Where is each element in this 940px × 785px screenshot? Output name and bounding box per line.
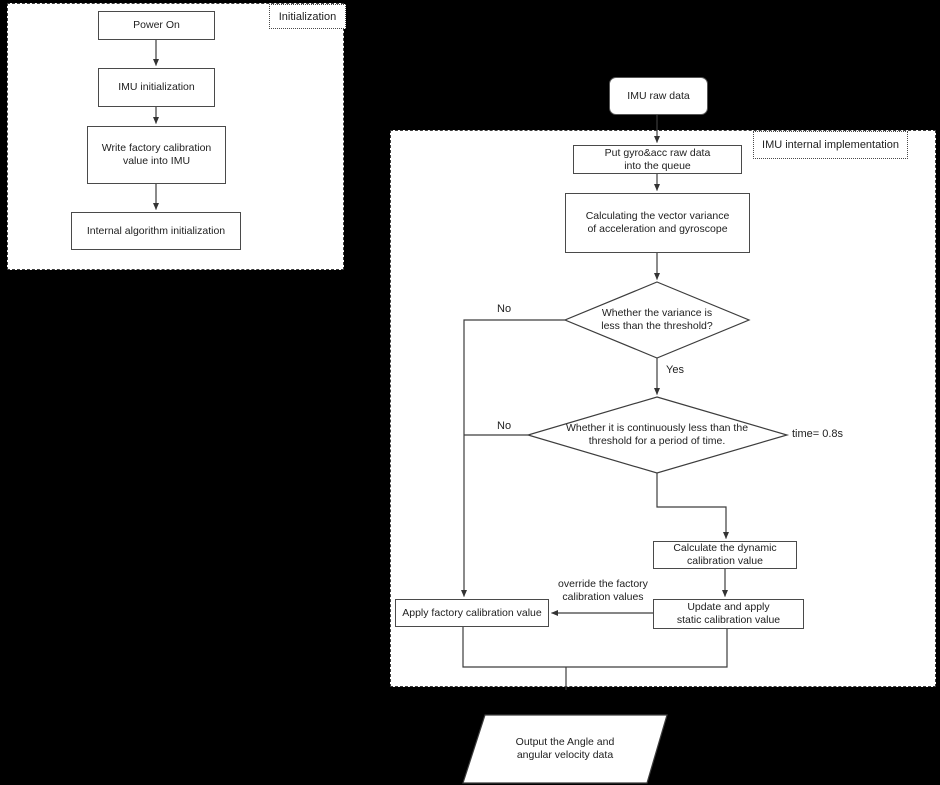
power-on-node [98,11,215,40]
edge-label-time: time= 0.8s [792,428,844,440]
imu-raw-data-label: IMU raw data [627,89,690,102]
write-factory-calibration-node [87,126,226,184]
decision-duration-line1: Whether it is continuously less than the [565,421,749,434]
variance-line1: Calculating the vector variance [585,210,730,223]
write-factory-line2: value into IMU [122,155,191,167]
apply-factory-label: Apply factory calibration value [402,606,542,619]
imu-internal-group-label-text: IMU internal implementation [762,139,899,151]
update-static-line1: Update and apply [687,601,770,614]
update-static-node [653,599,804,629]
power-on-label: Power On [133,19,180,32]
decision-duration-text [532,415,782,455]
calc-dynamic-line1: Calculate the dynamic [673,542,777,555]
decision-variance-text [567,300,747,340]
edge-label-no-2: No [497,420,512,432]
queue-line2: into the queue [624,159,691,172]
edge-label-override: override the factory calibration values [558,578,648,604]
imu-internal-group-label [753,131,908,159]
output-line2: angular velocity data [516,749,614,761]
imu-initialization-label: IMU initialization [118,81,195,94]
imu-initialization-node [98,68,215,107]
decision-variance-line2: less than the threshold? [601,320,713,332]
edge-label-no-1: No [497,303,512,315]
internal-algorithm-node [71,212,241,250]
output-node-text [475,728,655,770]
queue-node [573,145,742,174]
internal-algorithm-label: Internal algorithm initialization [86,224,226,237]
calc-dynamic-node [653,541,797,569]
variance-node [565,193,750,253]
queue-line1: Put gyro&acc raw data [604,146,711,159]
decision-variance-line1: Whether the variance is [601,306,713,319]
write-factory-line1: Write factory calibration [101,142,212,155]
initialization-group-label [269,4,346,29]
decision-duration-line2: threshold for a period of time. [588,435,726,447]
update-static-line2: static calibration value [676,614,781,626]
calc-dynamic-line2: calibration value [687,555,763,567]
output-line1: Output the Angle and [515,735,615,748]
imu-raw-data-node [609,77,708,115]
apply-factory-node [395,599,549,627]
variance-line2: of acceleration and gyroscope [587,223,728,235]
initialization-group-label-text: Initialization [278,10,337,23]
edge-label-yes: Yes [666,364,684,376]
